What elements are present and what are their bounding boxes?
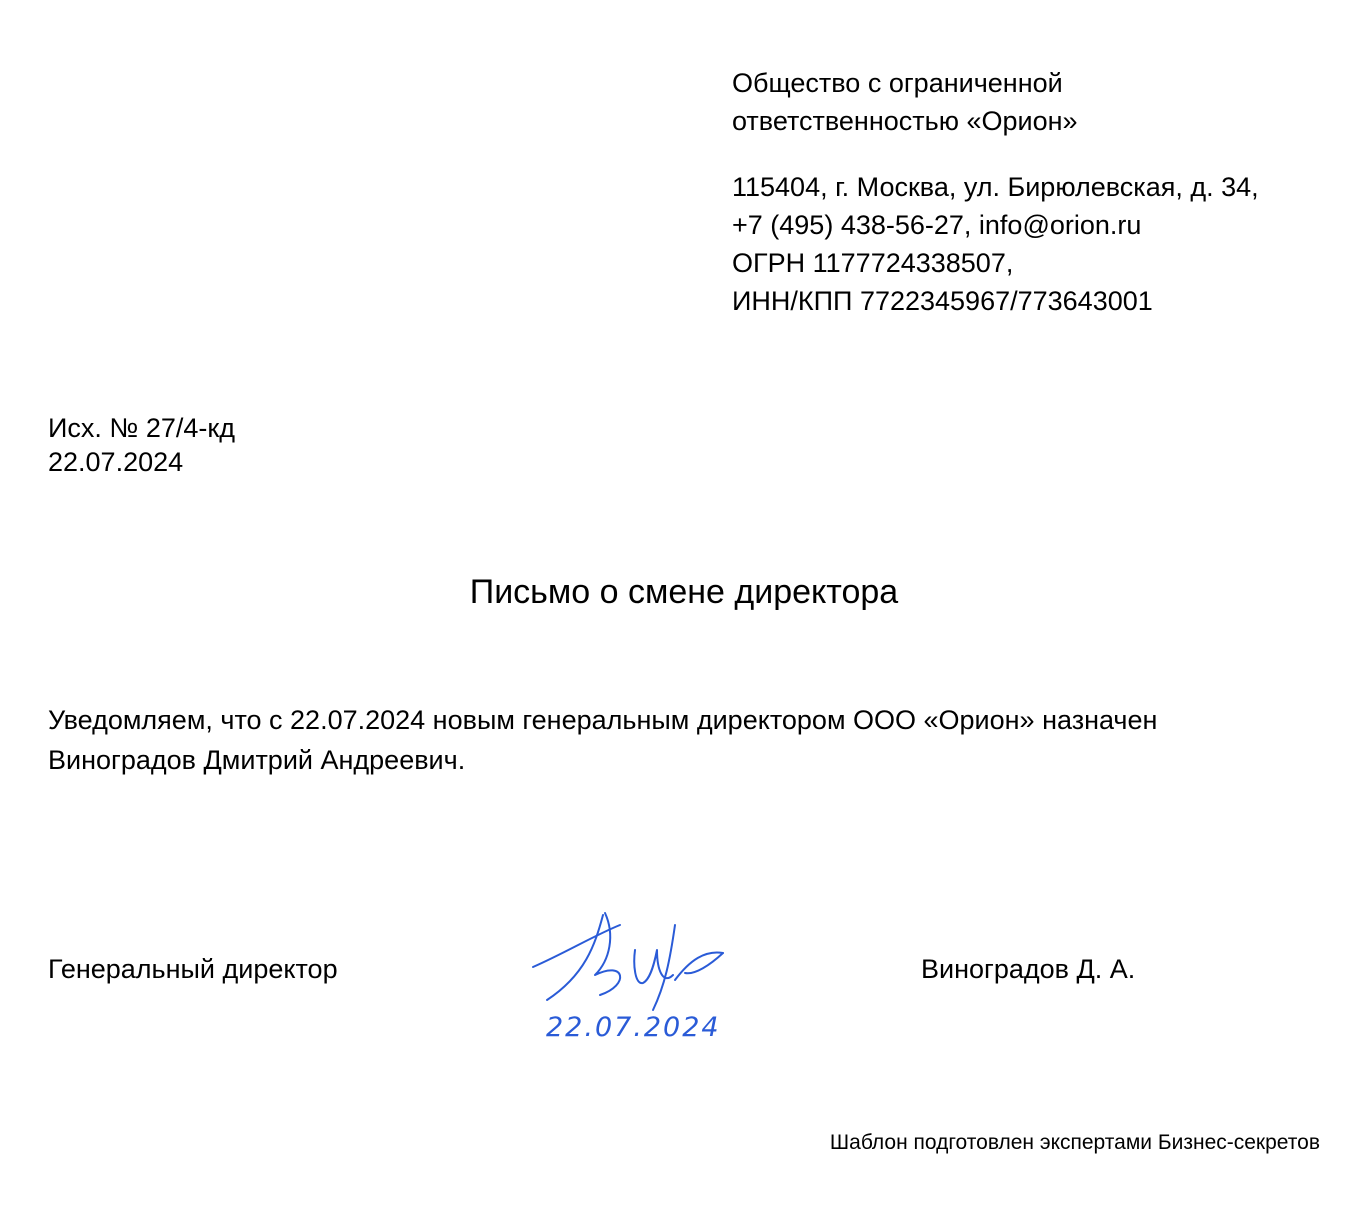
handwritten-date: 22.07.2024	[546, 1012, 721, 1043]
signer-name: Виноградов Д. А.	[921, 954, 1136, 984]
organization-contacts: +7 (495) 438-56-27, info@orion.ru	[732, 210, 1142, 240]
organization-header	[732, 64, 1332, 320]
handwritten-signature	[525, 905, 735, 1015]
organization-inn-kpp: ИНН/КПП 7722345967/773643001	[732, 286, 1153, 316]
organization-address: 115404, г. Москва, ул. Бирюлевская, д. 34,	[732, 172, 1259, 202]
outgoing-date: 22.07.2024	[48, 447, 184, 477]
outgoing-number: Исх. № 27/4-кд	[48, 413, 235, 443]
outgoing-reference	[48, 411, 235, 479]
organization-name-line: Общество с ограниченной	[732, 68, 1063, 98]
organization-ogrn: ОГРН 1177724338507,	[732, 248, 1014, 278]
organization-name-line: ответственностью «Орион»	[732, 106, 1078, 136]
letter-body	[48, 700, 1328, 780]
organization-name	[732, 64, 1332, 140]
template-footer-note: Шаблон подготовлен экспертами Бизнес-секретов	[829, 1131, 1320, 1154]
signer-position: Генеральный директор	[48, 954, 338, 984]
document-title: Письмо о смене директора	[469, 573, 899, 611]
organization-details	[732, 168, 1332, 320]
body-line: Уведомляем, что с 22.07.2024 новым генеральным директором ООО «Орион» назначен	[48, 705, 1158, 735]
signature-drawing	[525, 905, 735, 1015]
body-line: Виноградов Дмитрий Андреевич.	[48, 745, 466, 775]
